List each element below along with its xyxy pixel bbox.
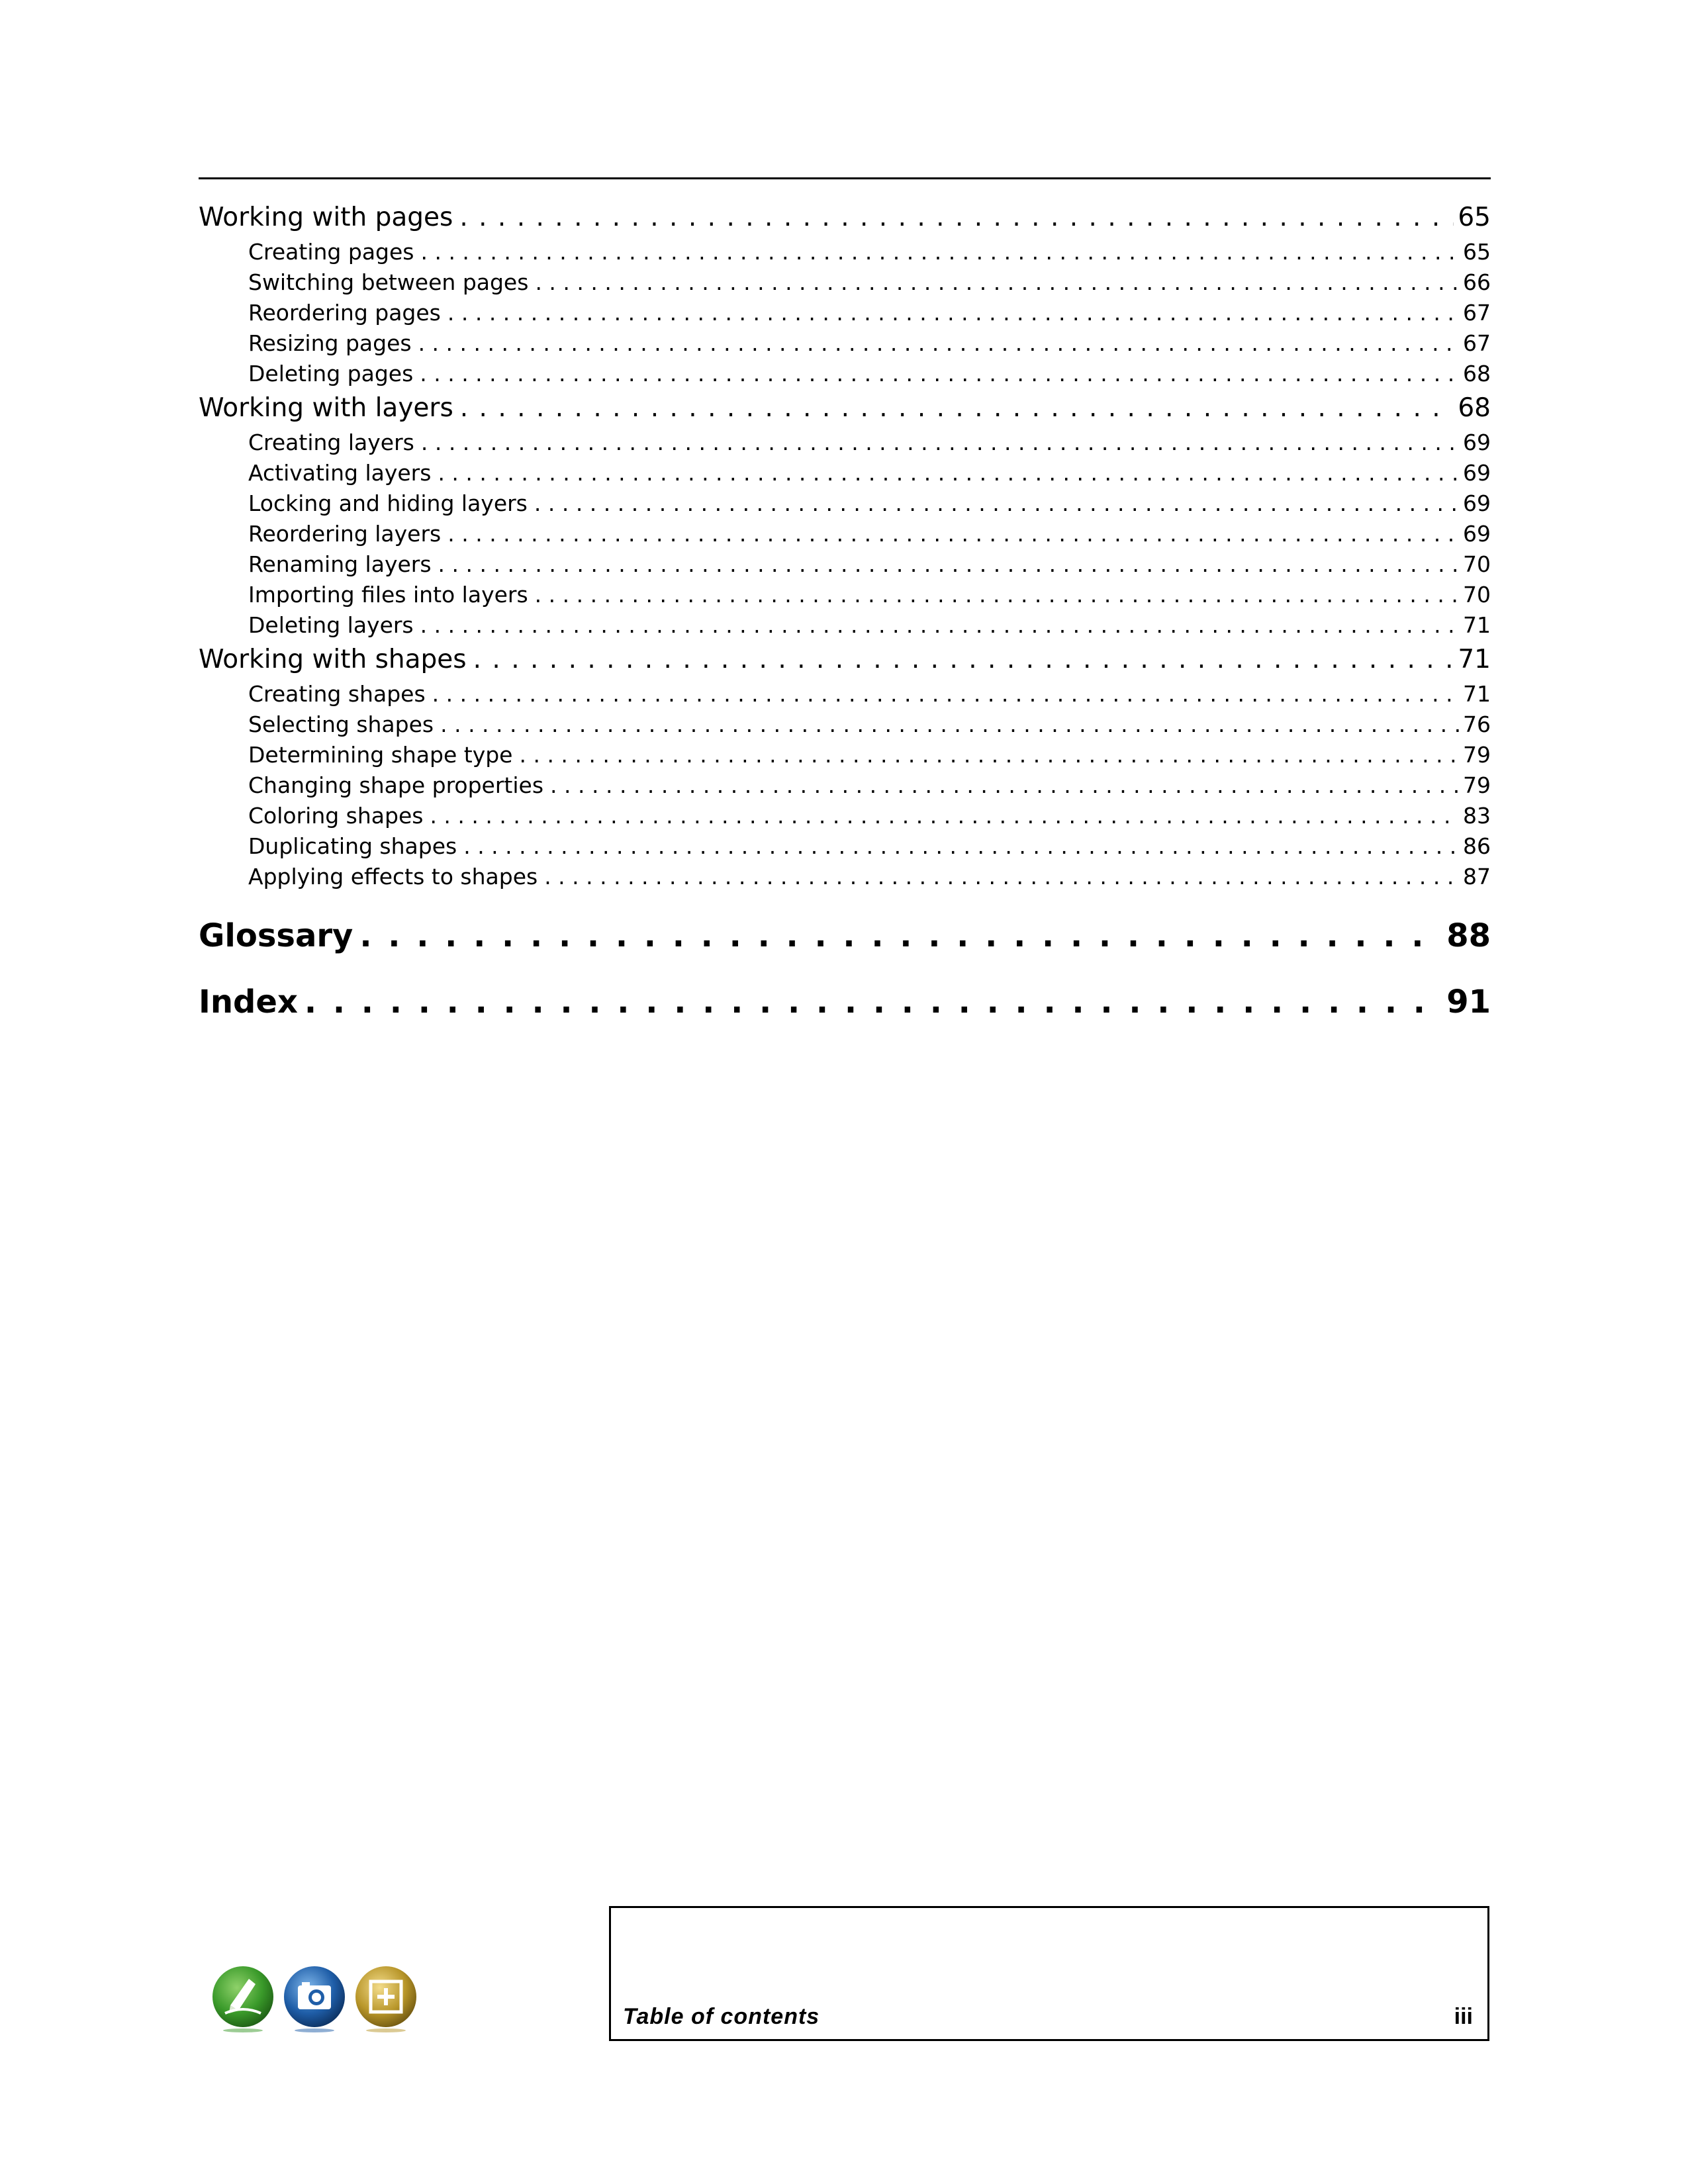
dot-leader — [544, 862, 1459, 892]
toc-section-page: 68 — [1458, 393, 1491, 423]
toc-item[interactable] — [199, 831, 1491, 862]
toc-item-page: 68 — [1463, 361, 1491, 387]
toc-item[interactable] — [199, 488, 1491, 519]
toc-item-title: Resizing pages — [248, 330, 412, 356]
dot-leader — [420, 359, 1459, 389]
toc-item[interactable] — [199, 740, 1491, 770]
dot-leader — [359, 903, 1442, 969]
toc-item-page: 83 — [1463, 803, 1491, 829]
toc-item-page: 65 — [1463, 239, 1491, 265]
toc-item-title: Renaming layers — [248, 551, 432, 577]
footer-page-number: iii — [1454, 2004, 1473, 2029]
dot-leader — [535, 580, 1459, 610]
dot-leader — [447, 519, 1459, 549]
toc-chapter-title: Glossary — [199, 917, 353, 954]
toc-item[interactable] — [199, 862, 1491, 892]
toc-item-title: Switching between pages — [248, 269, 529, 295]
dot-leader — [420, 237, 1459, 267]
dot-leader — [432, 679, 1459, 709]
toc-section-page: 65 — [1458, 203, 1491, 232]
toc-item-title: Determining shape type — [248, 742, 513, 768]
toc-item-title: Activating layers — [248, 460, 432, 486]
toc-item-title: Deleting layers — [248, 612, 414, 638]
dot-leader — [438, 549, 1459, 580]
product-logos — [211, 1964, 418, 2033]
toc-item[interactable] — [199, 519, 1491, 549]
dot-leader — [535, 267, 1459, 298]
dot-leader — [519, 740, 1459, 770]
toc-item-page: 79 — [1463, 742, 1491, 768]
table-of-contents — [199, 199, 1491, 1035]
toc-section[interactable] — [199, 641, 1491, 679]
dot-leader — [459, 199, 1454, 237]
toc-item-title: Selecting shapes — [248, 711, 434, 737]
toc-item-page: 69 — [1463, 490, 1491, 516]
toc-item-page: 76 — [1463, 711, 1491, 737]
dot-leader — [473, 641, 1454, 679]
toc-item-title: Creating pages — [248, 239, 414, 265]
toc-item-title: Reordering layers — [248, 521, 442, 547]
toc-section-title: Working with shapes — [199, 645, 467, 674]
toc-item-title: Applying effects to shapes — [248, 864, 538, 889]
toc-item-title: Duplicating shapes — [248, 833, 457, 859]
dot-leader — [447, 298, 1459, 328]
toc-item-page: 71 — [1463, 681, 1491, 707]
toc-chapter-page: 88 — [1446, 917, 1491, 954]
dot-leader — [438, 458, 1459, 488]
toc-item[interactable] — [199, 359, 1491, 389]
toc-item[interactable] — [199, 267, 1491, 298]
toc-item[interactable] — [199, 458, 1491, 488]
toc-item[interactable] — [199, 610, 1491, 641]
toc-chapter-glossary[interactable] — [199, 903, 1491, 969]
toc-item[interactable] — [199, 770, 1491, 801]
gold-frame-badge-icon — [353, 1964, 418, 2033]
toc-item-page: 71 — [1463, 612, 1491, 638]
toc-item[interactable] — [199, 679, 1491, 709]
footer-box — [609, 1906, 1489, 2041]
toc-chapter-page: 91 — [1446, 983, 1491, 1021]
toc-item[interactable] — [199, 298, 1491, 328]
toc-item-title: Locking and hiding layers — [248, 490, 528, 516]
toc-item-page: 69 — [1463, 460, 1491, 486]
dot-leader — [421, 428, 1459, 458]
toc-item-title: Deleting pages — [248, 361, 414, 387]
dot-leader — [305, 969, 1442, 1035]
top-rule — [199, 177, 1491, 179]
toc-item-title: Reordering pages — [248, 300, 441, 326]
dot-leader — [463, 831, 1459, 862]
toc-section[interactable] — [199, 199, 1491, 237]
toc-chapter-title: Index — [199, 983, 298, 1021]
dot-leader — [460, 389, 1454, 428]
toc-item-title: Changing shape properties — [248, 772, 544, 798]
dot-leader — [440, 709, 1459, 740]
toc-item-title: Creating layers — [248, 430, 414, 455]
toc-item-page: 67 — [1463, 330, 1491, 356]
toc-item-title: Importing files into layers — [248, 582, 528, 608]
dot-leader — [534, 488, 1459, 519]
toc-item[interactable] — [199, 801, 1491, 831]
toc-item[interactable] — [199, 580, 1491, 610]
dot-leader — [418, 328, 1459, 359]
toc-item[interactable] — [199, 709, 1491, 740]
toc-item-page: 69 — [1463, 521, 1491, 547]
toc-item-title: Coloring shapes — [248, 803, 424, 829]
dot-leader — [420, 610, 1459, 641]
toc-item-page: 70 — [1463, 551, 1491, 577]
toc-item-page: 79 — [1463, 772, 1491, 798]
dot-leader — [430, 801, 1459, 831]
toc-item-page: 69 — [1463, 430, 1491, 455]
toc-item[interactable] — [199, 549, 1491, 580]
toc-item-page: 86 — [1463, 833, 1491, 859]
toc-section-page: 71 — [1458, 645, 1491, 674]
toc-item[interactable] — [199, 328, 1491, 359]
toc-item-page: 67 — [1463, 300, 1491, 326]
toc-item[interactable] — [199, 237, 1491, 267]
toc-item-page: 70 — [1463, 582, 1491, 608]
toc-item[interactable] — [199, 428, 1491, 458]
toc-item-title: Creating shapes — [248, 681, 426, 707]
toc-section[interactable] — [199, 389, 1491, 428]
toc-item-page: 66 — [1463, 269, 1491, 295]
green-pen-badge-icon — [211, 1964, 275, 2033]
footer-label: Table of contents — [623, 2004, 820, 2029]
toc-section-title: Working with pages — [199, 203, 453, 232]
blue-camera-badge-icon — [282, 1964, 347, 2033]
toc-section-title: Working with layers — [199, 393, 453, 423]
toc-item-page: 87 — [1463, 864, 1491, 889]
dot-leader — [550, 770, 1459, 801]
toc-chapter-index[interactable] — [199, 969, 1491, 1035]
